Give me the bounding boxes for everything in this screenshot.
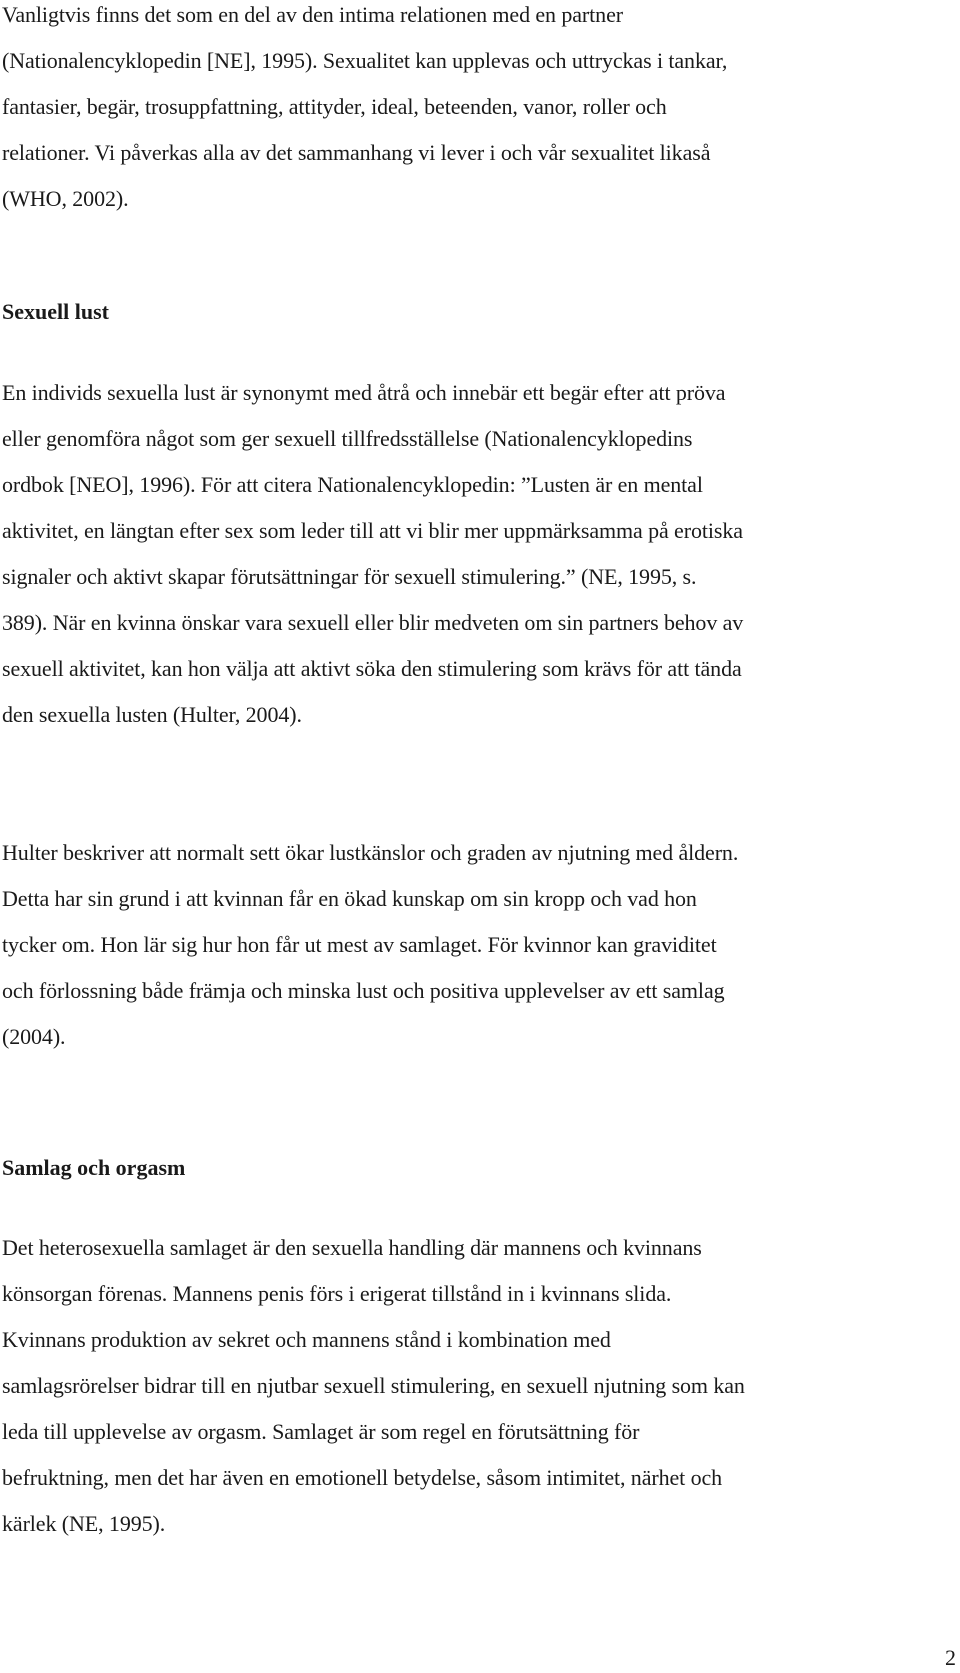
text-line: den sexuella lusten (Hulter, 2004).: [2, 702, 302, 727]
lust-paragraph-2: [2, 830, 952, 1060]
text-line: (WHO, 2002).: [2, 186, 129, 211]
text-line: relationer. Vi påverkas alla av det sammanhang vi lever i och vår sexualitet likaså: [2, 140, 711, 165]
text-line: 389). När en kvinna önskar vara sexuell eller blir medveten om sin partners behov av: [2, 610, 744, 635]
text-line: leda till upplevelse av orgasm. Samlaget är som regel en förutsättning för: [2, 1419, 640, 1444]
section-heading-sexuell-lust: Sexuell lust: [2, 299, 109, 324]
text-line: Vanligtvis finns det som en del av den intima relationen med en partner: [2, 2, 623, 27]
text-line: Kvinnans produktion av sekret och mannens stånd i kombination med: [2, 1327, 611, 1352]
page-number: 2: [945, 1645, 956, 1670]
text-line: eller genomföra något som ger sexuell tillfredsställelse (Nationalencyklopedins: [2, 426, 693, 451]
text-line: samlagsrörelser bidrar till en njutbar sexuell stimulering, en sexuell njutning som kan: [2, 1373, 745, 1398]
text-line: aktivitet, en längtan efter sex som leder till att vi blir mer uppmärksamma på erotiska: [2, 518, 743, 543]
text-line: sexuell aktivitet, kan hon välja att aktivt söka den stimulering som krävs för att tända: [2, 656, 742, 681]
text-line: kärlek (NE, 1995).: [2, 1511, 166, 1536]
text-line: och förlossning både främja och minska lust och positiva upplevelser av ett samlag: [2, 978, 725, 1003]
text-line: tycker om. Hon lär sig hur hon får ut mest av samlaget. För kvinnor kan graviditet: [2, 932, 717, 957]
text-line: (Nationalencyklopedin [NE], 1995). Sexualitet kan upplevas och uttryckas i tankar,: [2, 48, 728, 73]
text-line: Det heterosexuella samlaget är den sexuella handling där mannens och kvinnans: [2, 1235, 702, 1260]
text-line: (2004).: [2, 1024, 66, 1049]
text-line: ordbok [NEO], 1996). För att citera Nationalencyklopedin: ”Lusten är en mental: [2, 472, 703, 497]
text-line: En individs sexuella lust är synonymt med åtrå och innebär ett begär efter att pröva: [2, 380, 726, 405]
intro-paragraph: [2, 0, 952, 222]
samlag-paragraph-1: [2, 1225, 952, 1547]
text-line: könsorgan förenas. Mannens penis förs i erigerat tillstånd in i kvinnans slida.: [2, 1281, 672, 1306]
text-line: signaler och aktivt skapar förutsättningar för sexuell stimulering.” (NE, 1995, s.: [2, 564, 697, 589]
text-line: Hulter beskriver att normalt sett ökar lustkänslor och graden av njutning med åldern.: [2, 840, 739, 865]
text-line: Detta har sin grund i att kvinnan får en ökad kunskap om sin kropp och vad hon: [2, 886, 697, 911]
text-line: fantasier, begär, trosuppfattning, attityder, ideal, beteenden, vanor, roller och: [2, 94, 667, 119]
section-heading-samlag-och-orgasm: Samlag och orgasm: [2, 1155, 186, 1180]
text-line: befruktning, men det har även en emotionell betydelse, såsom intimitet, närhet och: [2, 1465, 723, 1490]
lust-paragraph-1: [2, 370, 952, 738]
